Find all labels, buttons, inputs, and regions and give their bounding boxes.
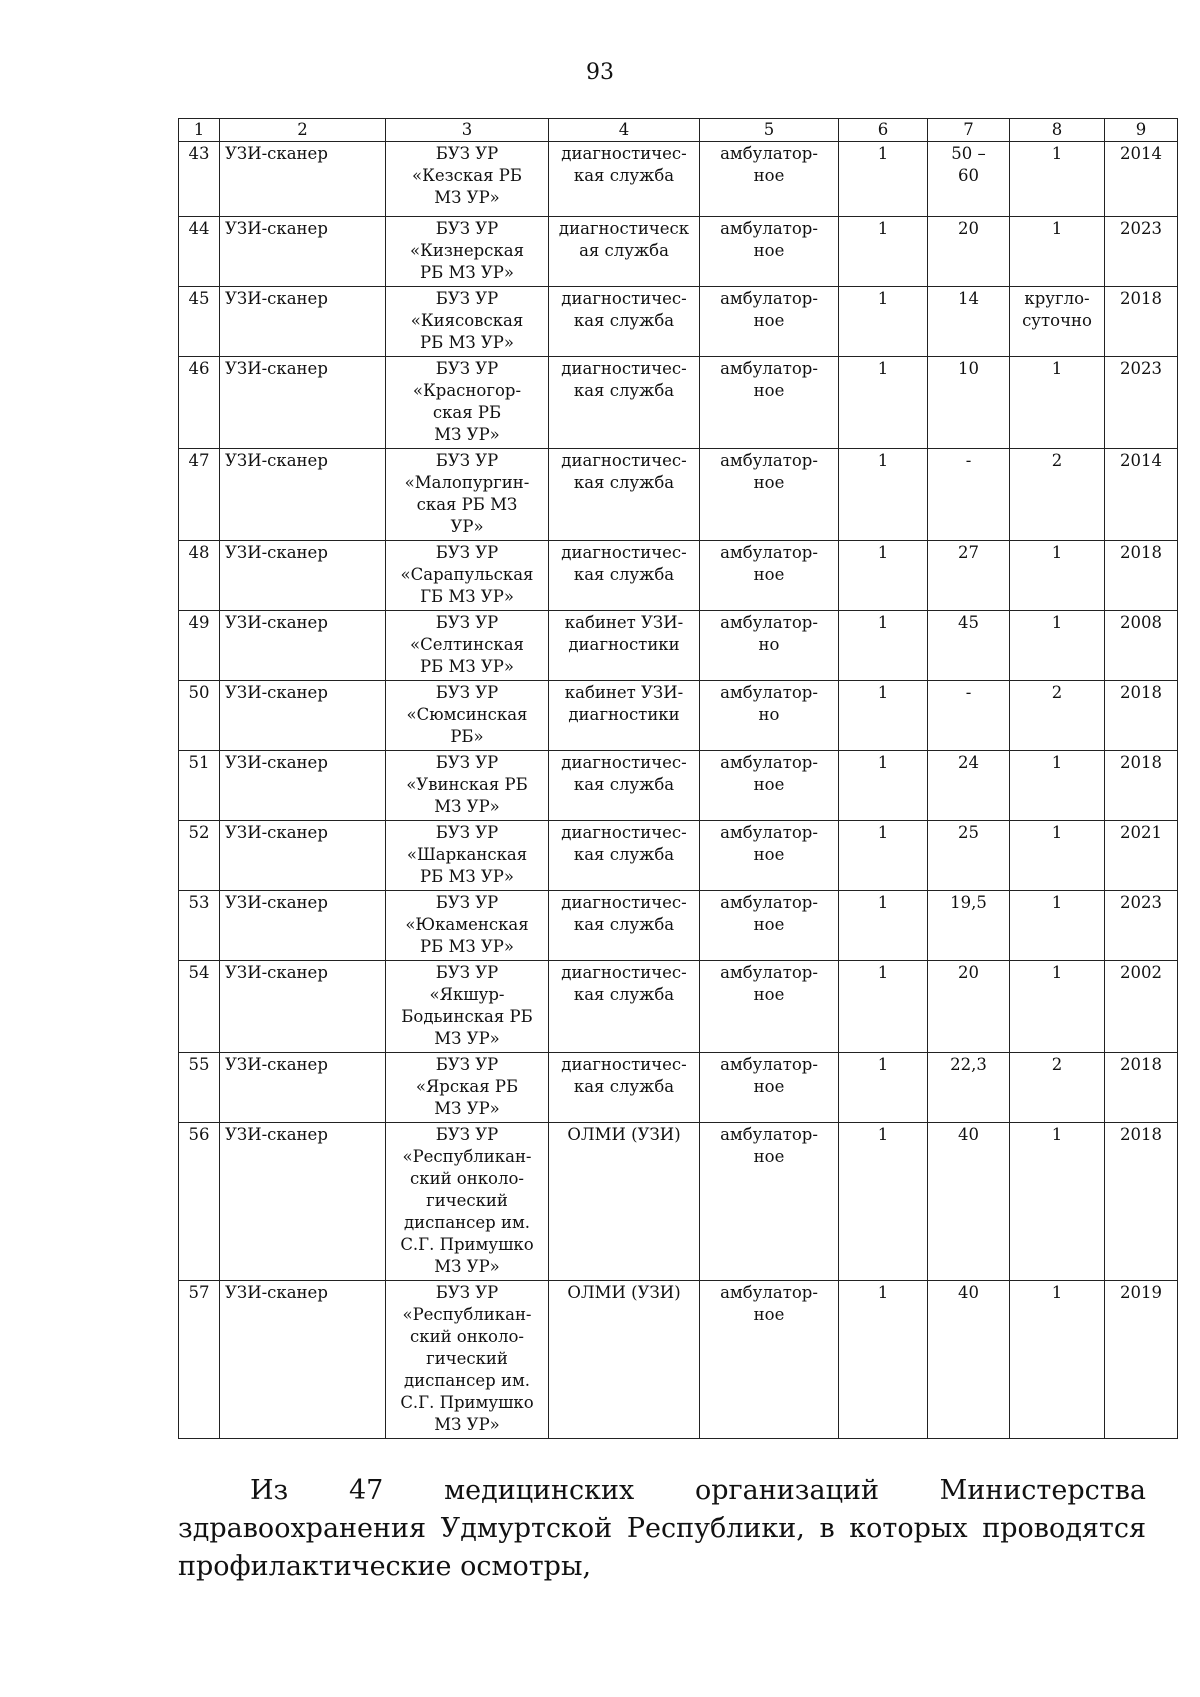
cell-year: 2018 xyxy=(1105,287,1178,357)
header-col-9: 9 xyxy=(1105,119,1178,142)
cell-row-number: 49 xyxy=(179,611,220,681)
cell-device-name: УЗИ-сканер xyxy=(220,821,386,891)
cell-care-mode: амбулатор- ное xyxy=(700,541,839,611)
cell-device-name: УЗИ-сканер xyxy=(220,357,386,449)
cell-care-mode: амбулатор- ное xyxy=(700,821,839,891)
cell-year: 2018 xyxy=(1105,541,1178,611)
cell-organization: БУЗ УР «Республикан- ский онколо- гический диспансер им. С.Г. Примушко МЗ УР» xyxy=(386,1123,549,1281)
cell-organization: БУЗ УР «Сюмсинская РБ» xyxy=(386,681,549,751)
cell-care-mode: амбулатор- ное xyxy=(700,961,839,1053)
cell-device-load: 20 xyxy=(928,217,1010,287)
table-row xyxy=(179,357,1178,449)
cell-care-mode: амбулатор- ное xyxy=(700,357,839,449)
cell-device-load: 24 xyxy=(928,751,1010,821)
cell-shift-mode: 1 xyxy=(1010,541,1105,611)
cell-department: диагностичес- кая служба xyxy=(549,357,700,449)
cell-row-number: 52 xyxy=(179,821,220,891)
cell-device-count: 1 xyxy=(839,142,928,217)
table-row xyxy=(179,287,1178,357)
cell-device-name: УЗИ-сканер xyxy=(220,891,386,961)
cell-year: 2008 xyxy=(1105,611,1178,681)
cell-shift-mode: кругло- суточно xyxy=(1010,287,1105,357)
cell-department: диагностичес- кая служба xyxy=(549,142,700,217)
table-row xyxy=(179,891,1178,961)
cell-organization: БУЗ УР «Ярская РБ МЗ УР» xyxy=(386,1053,549,1123)
cell-device-count: 1 xyxy=(839,1281,928,1439)
cell-care-mode: амбулатор- ное xyxy=(700,449,839,541)
cell-row-number: 51 xyxy=(179,751,220,821)
cell-row-number: 45 xyxy=(179,287,220,357)
cell-year: 2018 xyxy=(1105,681,1178,751)
table-header xyxy=(179,119,1178,142)
cell-department: диагностичес- кая служба xyxy=(549,449,700,541)
cell-device-load: 27 xyxy=(928,541,1010,611)
cell-organization: БУЗ УР «Киясовская РБ МЗ УР» xyxy=(386,287,549,357)
cell-device-load: 14 xyxy=(928,287,1010,357)
page-number: 93 xyxy=(586,60,614,85)
cell-care-mode: амбулатор- ное xyxy=(700,287,839,357)
cell-year: 2021 xyxy=(1105,821,1178,891)
cell-device-count: 1 xyxy=(839,217,928,287)
cell-year: 2018 xyxy=(1105,1053,1178,1123)
cell-care-mode: амбулатор- ное xyxy=(700,1281,839,1439)
cell-department: диагностичес- кая служба xyxy=(549,287,700,357)
header-col-5: 5 xyxy=(700,119,839,142)
header-col-7: 7 xyxy=(928,119,1010,142)
cell-device-load: 45 xyxy=(928,611,1010,681)
table-row xyxy=(179,1123,1178,1281)
header-col-1: 1 xyxy=(179,119,220,142)
cell-device-name: УЗИ-сканер xyxy=(220,611,386,681)
cell-device-load: 19,5 xyxy=(928,891,1010,961)
cell-care-mode: амбулатор- но xyxy=(700,611,839,681)
cell-care-mode: амбулатор- ное xyxy=(700,751,839,821)
cell-shift-mode: 1 xyxy=(1010,142,1105,217)
cell-device-count: 1 xyxy=(839,357,928,449)
cell-organization: БУЗ УР «Увинская РБ МЗ УР» xyxy=(386,751,549,821)
cell-device-name: УЗИ-сканер xyxy=(220,287,386,357)
cell-device-count: 1 xyxy=(839,541,928,611)
cell-department: диагностичес- кая служба xyxy=(549,541,700,611)
cell-row-number: 53 xyxy=(179,891,220,961)
cell-year: 2019 xyxy=(1105,1281,1178,1439)
header-col-4: 4 xyxy=(549,119,700,142)
cell-year: 2002 xyxy=(1105,961,1178,1053)
equipment-table xyxy=(178,118,1178,1439)
cell-year: 2023 xyxy=(1105,891,1178,961)
cell-shift-mode: 2 xyxy=(1010,681,1105,751)
cell-device-count: 1 xyxy=(839,287,928,357)
cell-year: 2018 xyxy=(1105,1123,1178,1281)
cell-device-name: УЗИ-сканер xyxy=(220,961,386,1053)
cell-device-count: 1 xyxy=(839,961,928,1053)
table-row xyxy=(179,449,1178,541)
cell-device-load: - xyxy=(928,681,1010,751)
header-col-8: 8 xyxy=(1010,119,1105,142)
body-paragraph: Из 47 медицинских организаций Министерства здравоохранения Удмуртской Республики, в которых проводятся профилактические осмотры, xyxy=(178,1475,1146,1582)
cell-device-name: УЗИ-сканер xyxy=(220,681,386,751)
cell-shift-mode: 1 xyxy=(1010,961,1105,1053)
cell-device-load: 40 xyxy=(928,1123,1010,1281)
cell-row-number: 44 xyxy=(179,217,220,287)
cell-department: диагностичес- кая служба xyxy=(549,751,700,821)
cell-device-name: УЗИ-сканер xyxy=(220,217,386,287)
cell-device-count: 1 xyxy=(839,1123,928,1281)
table-row xyxy=(179,1053,1178,1123)
cell-device-count: 1 xyxy=(839,449,928,541)
cell-care-mode: амбулатор- ное xyxy=(700,217,839,287)
cell-care-mode: амбулатор- ное xyxy=(700,1123,839,1281)
cell-device-count: 1 xyxy=(839,611,928,681)
cell-row-number: 56 xyxy=(179,1123,220,1281)
header-col-6: 6 xyxy=(839,119,928,142)
cell-organization: БУЗ УР «Сарапульская ГБ МЗ УР» xyxy=(386,541,549,611)
cell-row-number: 46 xyxy=(179,357,220,449)
table-row xyxy=(179,611,1178,681)
cell-row-number: 50 xyxy=(179,681,220,751)
cell-device-name: УЗИ-сканер xyxy=(220,142,386,217)
header-col-2: 2 xyxy=(220,119,386,142)
cell-row-number: 57 xyxy=(179,1281,220,1439)
cell-row-number: 43 xyxy=(179,142,220,217)
cell-organization: БУЗ УР «Якшур- Бодьинская РБ МЗ УР» xyxy=(386,961,549,1053)
cell-device-load: 40 xyxy=(928,1281,1010,1439)
cell-device-name: УЗИ-сканер xyxy=(220,449,386,541)
cell-organization: БУЗ УР «Красногор- ская РБ МЗ УР» xyxy=(386,357,549,449)
cell-organization: БУЗ УР «Кезская РБ МЗ УР» xyxy=(386,142,549,217)
cell-device-name: УЗИ-сканер xyxy=(220,751,386,821)
header-row xyxy=(179,119,1178,142)
table-row xyxy=(179,217,1178,287)
table-body xyxy=(179,142,1178,1439)
table-row xyxy=(179,541,1178,611)
cell-device-load: 10 xyxy=(928,357,1010,449)
table-row xyxy=(179,142,1178,217)
cell-device-load: - xyxy=(928,449,1010,541)
cell-organization: БУЗ УР «Кизнерская РБ МЗ УР» xyxy=(386,217,549,287)
table-row xyxy=(179,751,1178,821)
cell-care-mode: амбулатор- ное xyxy=(700,891,839,961)
cell-row-number: 47 xyxy=(179,449,220,541)
cell-shift-mode: 1 xyxy=(1010,217,1105,287)
cell-department: диагностическ ая служба xyxy=(549,217,700,287)
cell-shift-mode: 1 xyxy=(1010,357,1105,449)
cell-device-load: 20 xyxy=(928,961,1010,1053)
cell-device-count: 1 xyxy=(839,751,928,821)
cell-device-load: 22,3 xyxy=(928,1053,1010,1123)
table-row xyxy=(179,961,1178,1053)
cell-organization: БУЗ УР «Республикан- ский онколо- гический диспансер им. С.Г. Примушко МЗ УР» xyxy=(386,1281,549,1439)
cell-department: ОЛМИ (УЗИ) xyxy=(549,1123,700,1281)
cell-shift-mode: 2 xyxy=(1010,1053,1105,1123)
cell-organization: БУЗ УР «Шарканская РБ МЗ УР» xyxy=(386,821,549,891)
cell-device-count: 1 xyxy=(839,821,928,891)
cell-device-name: УЗИ-сканер xyxy=(220,1281,386,1439)
cell-device-load: 50 – 60 xyxy=(928,142,1010,217)
cell-device-count: 1 xyxy=(839,1053,928,1123)
cell-row-number: 55 xyxy=(179,1053,220,1123)
cell-department: диагностичес- кая служба xyxy=(549,891,700,961)
cell-department: кабинет УЗИ- диагностики xyxy=(549,611,700,681)
table-row xyxy=(179,1281,1178,1439)
header-col-3: 3 xyxy=(386,119,549,142)
cell-department: ОЛМИ (УЗИ) xyxy=(549,1281,700,1439)
cell-device-name: УЗИ-сканер xyxy=(220,1123,386,1281)
cell-shift-mode: 2 xyxy=(1010,449,1105,541)
cell-department: диагностичес- кая служба xyxy=(549,1053,700,1123)
cell-department: диагностичес- кая служба xyxy=(549,821,700,891)
cell-year: 2023 xyxy=(1105,357,1178,449)
cell-device-count: 1 xyxy=(839,891,928,961)
cell-row-number: 54 xyxy=(179,961,220,1053)
cell-care-mode: амбулатор- ное xyxy=(700,1053,839,1123)
cell-device-load: 25 xyxy=(928,821,1010,891)
table-row xyxy=(179,681,1178,751)
cell-year: 2014 xyxy=(1105,449,1178,541)
cell-organization: БУЗ УР «Малопургин- ская РБ МЗ УР» xyxy=(386,449,549,541)
cell-device-name: УЗИ-сканер xyxy=(220,541,386,611)
cell-shift-mode: 1 xyxy=(1010,1123,1105,1281)
cell-device-count: 1 xyxy=(839,681,928,751)
cell-department: кабинет УЗИ- диагностики xyxy=(549,681,700,751)
cell-year: 2023 xyxy=(1105,217,1178,287)
cell-shift-mode: 1 xyxy=(1010,611,1105,681)
cell-device-name: УЗИ-сканер xyxy=(220,1053,386,1123)
cell-care-mode: амбулатор- ное xyxy=(700,142,839,217)
table-row xyxy=(179,821,1178,891)
cell-care-mode: амбулатор- но xyxy=(700,681,839,751)
cell-row-number: 48 xyxy=(179,541,220,611)
cell-shift-mode: 1 xyxy=(1010,751,1105,821)
cell-shift-mode: 1 xyxy=(1010,1281,1105,1439)
cell-shift-mode: 1 xyxy=(1010,891,1105,961)
cell-year: 2018 xyxy=(1105,751,1178,821)
cell-year: 2014 xyxy=(1105,142,1178,217)
cell-department: диагностичес- кая служба xyxy=(549,961,700,1053)
cell-organization: БУЗ УР «Селтинская РБ МЗ УР» xyxy=(386,611,549,681)
cell-organization: БУЗ УР «Юкаменская РБ МЗ УР» xyxy=(386,891,549,961)
cell-shift-mode: 1 xyxy=(1010,821,1105,891)
